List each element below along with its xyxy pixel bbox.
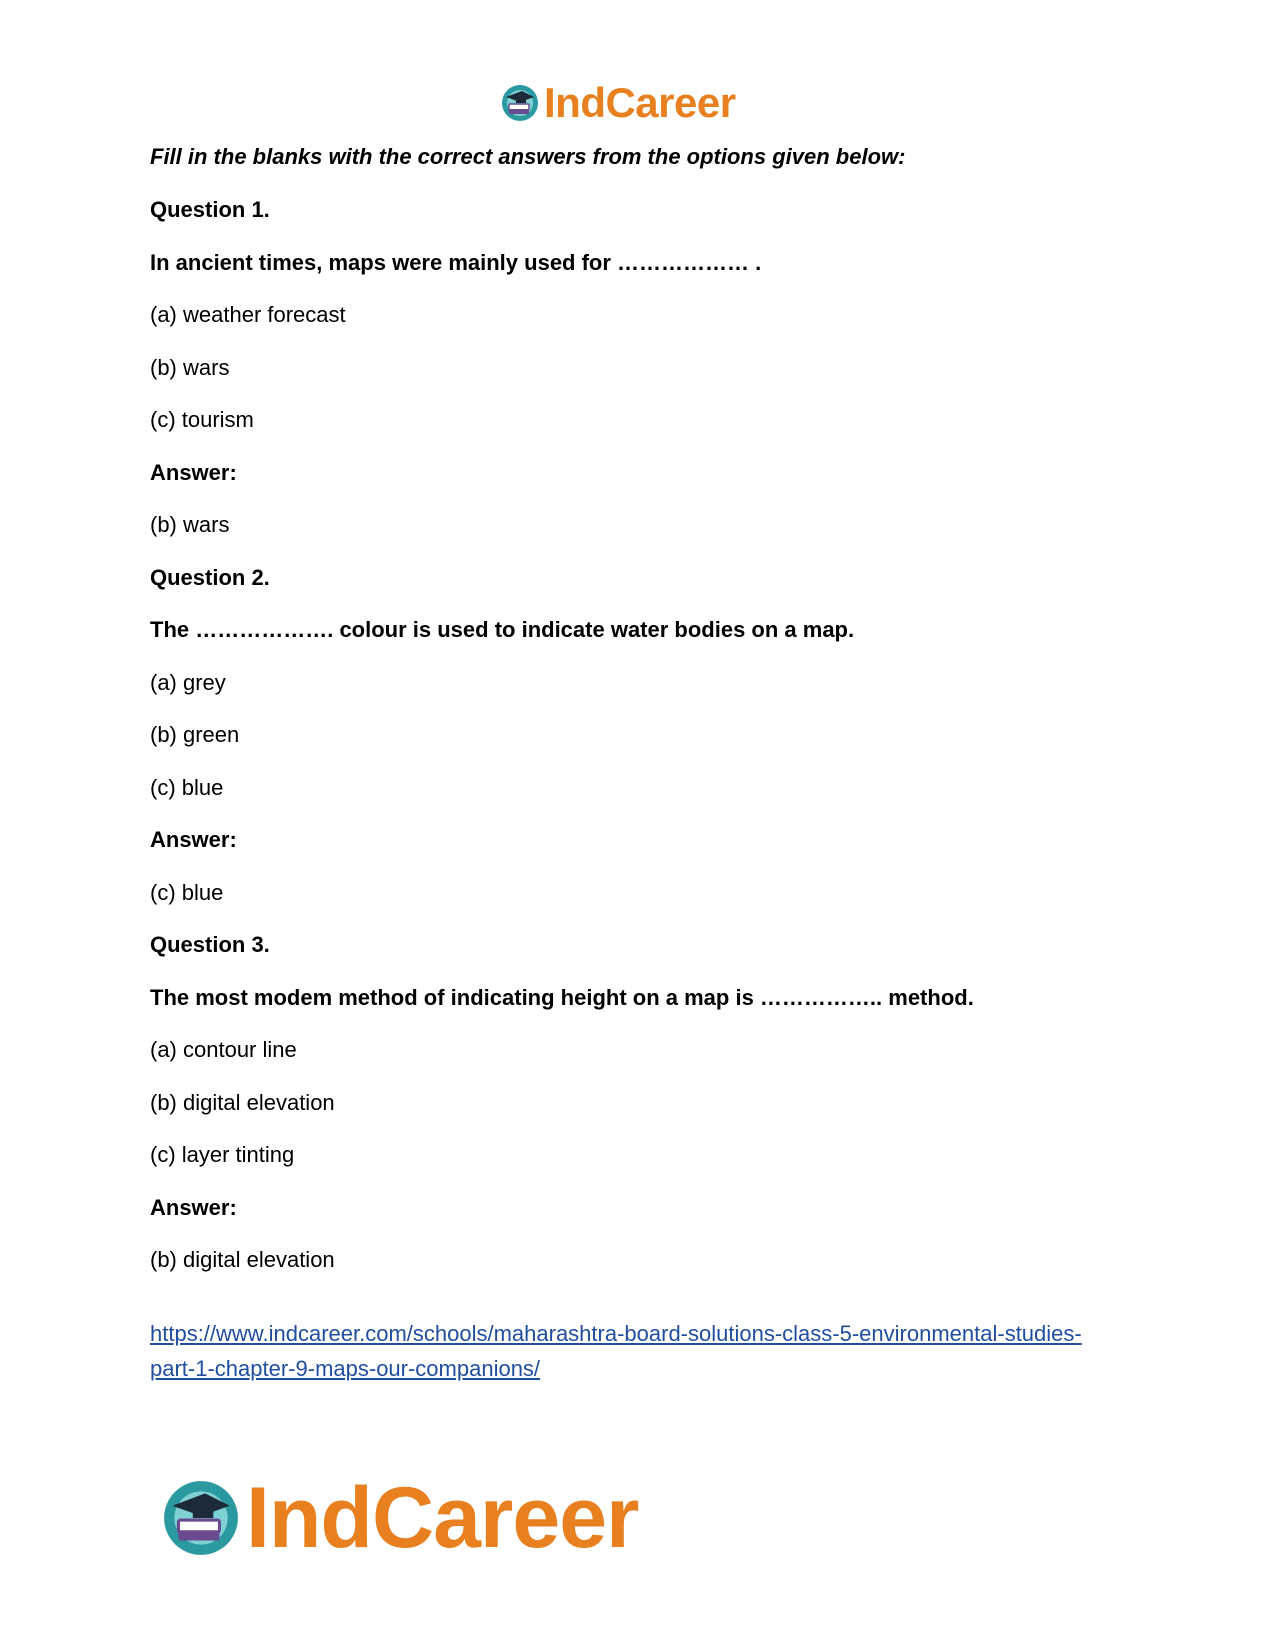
question-text: In ancient times, maps were mainly used for ……………… . xyxy=(150,250,762,275)
option-item: (b) wars xyxy=(150,355,230,380)
header-logo xyxy=(500,78,736,128)
source-link-line2[interactable]: part-1-chapter-9-maps-our-companions/ xyxy=(150,1356,541,1381)
option-item: (c) tourism xyxy=(150,407,254,432)
option-item: (b) digital elevation xyxy=(150,1090,335,1115)
option-item: (c) layer tinting xyxy=(150,1142,295,1167)
question-heading: Question 2. xyxy=(150,565,270,590)
logo-emblem-icon xyxy=(160,1477,242,1559)
answer-label: Answer: xyxy=(150,460,237,485)
question-heading: Question 1. xyxy=(150,197,270,222)
question-text: The ………………. colour is used to indicate water bodies on a map. xyxy=(150,617,855,642)
answer-label: Answer: xyxy=(150,1195,237,1220)
footer-logo xyxy=(160,1468,639,1568)
answer-label: Answer: xyxy=(150,827,237,852)
question-text: The most modem method of indicating height on a map is …………….. method. xyxy=(150,985,974,1010)
answer-text: (b) wars xyxy=(150,512,230,537)
answer-text: (c) blue xyxy=(150,880,224,905)
option-item: (a) grey xyxy=(150,670,226,695)
source-link-line1[interactable]: https://www.indcareer.com/schools/maharashtra-board-solutions-class-5-environmental-studies- xyxy=(150,1321,1082,1346)
logo-emblem-icon xyxy=(500,83,540,123)
option-item: (a) weather forecast xyxy=(150,302,346,327)
option-item: (c) blue xyxy=(150,775,224,800)
question-heading: Question 3. xyxy=(150,932,270,957)
option-item: (b) green xyxy=(150,722,240,747)
logo-wordmark: IndCareer xyxy=(246,1470,639,1566)
option-item: (a) contour line xyxy=(150,1037,297,1062)
instruction-text: Fill in the blanks with the correct answers from the options given below: xyxy=(150,144,906,169)
logo-wordmark: IndCareer xyxy=(544,79,736,126)
answer-text: (b) digital elevation xyxy=(150,1247,335,1272)
